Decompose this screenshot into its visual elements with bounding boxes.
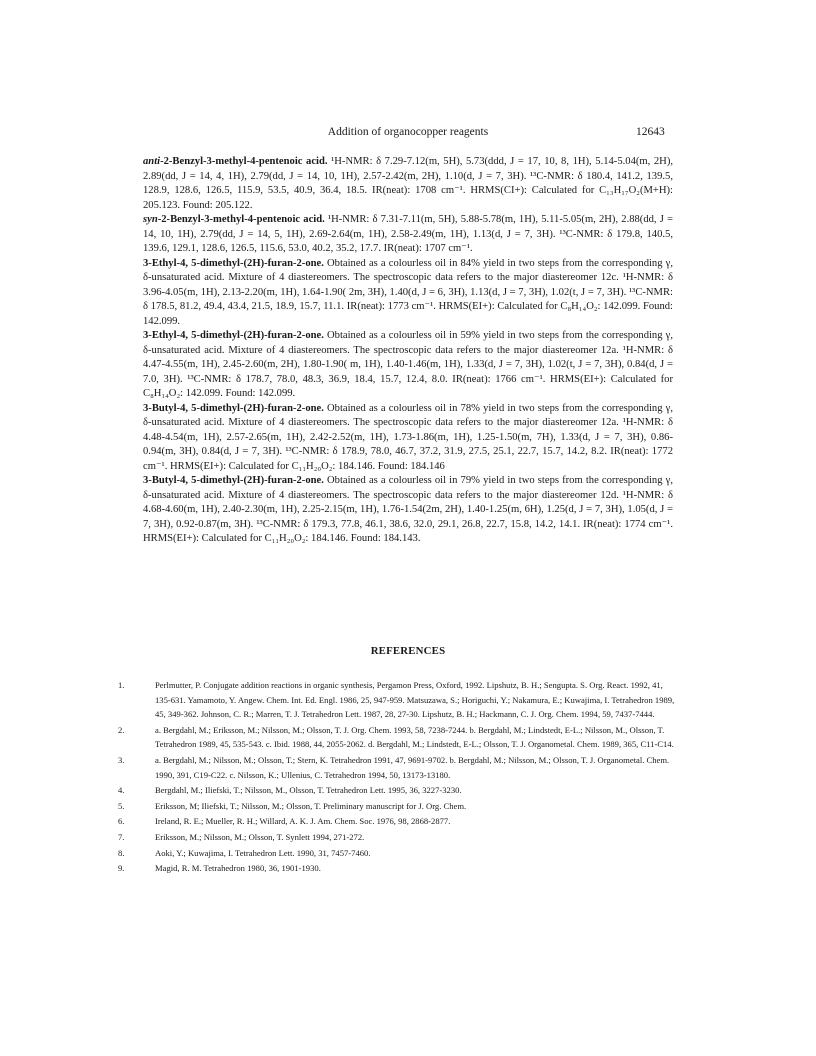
reference-text: Magid, R. M. Tetrahedron 1980, 36, 1901-1930.	[155, 863, 321, 874]
reference-text: Perlmutter, P. Conjugate addition reactions in organic synthesis, Pergamon Press, Oxford, 1992. Lipshutz, B. H.; Sengupta. S. Org. React. 1992, 41, 135-631. Yamamoto, Y. Angew. Chem. Int. Ed. Engl. 1986, 25, 947-959. Matsuzawa, S.; Horiguchi, Y.; Nakamura, E.; Kuwajima, I. Tetrahedron 1989, 45, 349-362. Johnson, C. R.; Marren, T. J. Tetrahedron Lett. 1987, 28, 27-30. Lipshutz, B. H.; Hackmann, C. J. Org. Chem. 1994, 59, 7437-7444.	[155, 680, 675, 720]
compound-data: Obtained as a colourless oil in 84% yield in two steps from the corresponding γ, δ-unsaturated acid. Mixture of 4 diastereomers. The spectroscopic data refers to the major diastereomer 12c. ¹H-NMR: δ 3.96-4.05(m, 1H), 2.13-2.20(m, 1H), 1.64-1.90( 2m, 3H), 1.40(d, J = 6, 3H), 1.13(d, J = 7, 3H), 1.02(t, J = 7, 3H). ¹³C-NMR: δ 178.5, 81.2, 49.4, 43.4, 21.5, 18.9, 15.7, 11.1. IR(neat): 1773 cm⁻¹. HRMS(EI+): Calculated for C₈H₁₄O₂: 142.099. Found: 142.099.	[143, 257, 673, 327]
reference-item	[118, 799, 678, 814]
compound-name: 3-Ethyl-4, 5-dimethyl-(2H)-furan-2-one.	[143, 257, 324, 269]
compound-name	[143, 156, 328, 167]
reference-number: 3.	[118, 754, 125, 765]
reference-number: 1.	[118, 680, 125, 690]
compound-data: Obtained as a colourless oil in 79% yield in two steps from the corresponding γ, δ-unsaturated acid. Mixture of 4 diastereomers. The spectroscopic data refers to the major diastereomer 12d. ¹H-NMR: δ 4.68-4.60(m, 1H), 2.40-2.30(m, 1H), 2.25-2.15(m, 1H), 1.76-1.54(2m, 2H), 1.40-1.25(m, 6H), 1.25(d, J = 7, 3H), 1.05(d, J = 7, 3H), 0.92-0.87(m, 3H). ¹³C-NMR: δ 179.3, 77.8, 46.1, 38.6, 32.0, 29.1, 26.8, 22.7, 15.8, 14.2, 14.1. IR(neat): 1774 cm⁻¹. HRMS(EI+): Calculated for C₁₁H₂₀O₂: 184.146. Found: 184.143.	[143, 475, 673, 544]
reference-number: 7.	[118, 831, 125, 842]
compound-entry	[143, 474, 673, 547]
reference-text: Eriksson, M.; Nilsson, M.; Olsson, T. Synlett 1994, 271-272.	[155, 831, 365, 842]
compound-entry	[143, 155, 673, 213]
compound-name: 3-Butyl-4, 5-dimethyl-(2H)-furan-2-one.	[143, 402, 324, 414]
stereo-prefix: syn	[143, 214, 158, 225]
reference-item	[118, 753, 678, 782]
reference-number: 6.	[118, 816, 125, 827]
reference-text: Eriksson, M; Iliefski, T.; Nilsson, M.; Olsson, T. Preliminary manuscript for J. Org. Chem.	[155, 800, 467, 811]
reference-item	[118, 846, 678, 861]
reference-text: a. Bergdahl, M.; Eriksson, M.; Nilsson, M.; Olsson, T. J. Org. Chem. 1993, 58, 7238-7244. b. Bergdahl, M.; Lindstedt, E-L.; Nilsson, M., Olsson, T. Tetrahedron 1989, 45, 535-543. c. Ibid. 1988, 44, 2055-2062. d. Bergdahl, M.; Lindstedt, E-L.; Olsson, T. J. Organometal. Chem. 1989, 365, C11-C14.	[155, 724, 674, 750]
compound-data: ¹H-NMR: δ 7.29-7.12(m, 5H), 5.73(ddd, J = 17, 10, 8, 1H), 5.14-5.04(m, 2H), 2.89(dd, J = 14, 4, 1H), 2.79(dd, J = 14, 10, 1H), 2.57-2.42(m, 2H), 1.10(d, J = 7, 3H). ¹³C-NMR: δ 180.4, 141.2, 139.5, 128.9, 128.6, 126.5, 115.9, 53.5, 40.9, 36.4, 18.5. IR(neat): 1708 cm⁻¹. HRMS(CI+): Calculated for C₁₃H₁₇O₂(M+H): 205.123. Found: 205.122.	[143, 156, 673, 211]
reference-item	[118, 814, 678, 829]
reference-item	[118, 678, 678, 722]
page-number: 12643	[636, 126, 665, 138]
experimental-section	[143, 155, 673, 547]
reference-number: 5.	[118, 800, 125, 811]
reference-text: Bergdahl, M.; Iliefski, T.; Nilsson, M., Olsson, T. Tetrahedron Lett. 1995, 36, 3227-3230.	[155, 785, 462, 796]
compound-name-text: -2-Benzyl-3-methyl-4-pentenoic acid.	[157, 214, 325, 225]
reference-item	[118, 783, 678, 798]
reference-number: 2.	[118, 724, 125, 735]
reference-number: 9.	[118, 863, 125, 874]
reference-text: Ireland, R. E.; Mueller, R. H.; Willard, A. K. J. Am. Chem. Soc. 1976, 98, 2868-2877.	[155, 816, 451, 827]
running-title: Addition of organocopper reagents	[327, 126, 489, 138]
compound-name: 3-Butyl-4, 5-dimethyl-(2H)-furan-2-one.	[143, 475, 324, 486]
compound-entry	[143, 402, 673, 475]
reference-number: 8.	[118, 847, 125, 858]
reference-item	[118, 723, 678, 752]
reference-item	[118, 830, 678, 845]
compound-data: Obtained as a colourless oil in 78% yield in two steps from the corresponding γ, δ-unsaturated acid. Mixture of 4 diastereomers. The spectroscopic data refers to the major diastereomer 12a. ¹H-NMR: δ 4.48-4.54(m, 1H), 2.57-2.65(m, 1H), 2.42-2.52(m, 1H), 1.73-1.86(m, 1H), 1.25-1.50(m, 7H), 1.33(d, J = 7, 3H), 0.86-0.94(m, 3H), 0.84(d, J = 7, 3H). ¹³C-NMR: δ 178.9, 78.0, 46.7, 37.2, 31.9, 27.5, 25.1, 22.7, 15.7, 14.2, 8.2. IR(neat): 1772 cm⁻¹. HRMS(EI+): Calculated for C₁₁H₂₀O₂: 184.146. Found: 184.146	[143, 402, 673, 472]
compound-entry	[143, 257, 673, 330]
reference-item	[118, 861, 678, 876]
reference-text: a. Bergdahl, M.; Nilsson, M.; Olsson, T.; Stern, K. Tetrahedron 1991, 47, 9691-9702. b. Bergdahl, M.; Nilsson, M.; Olsson, T. J. Organometal. Chem. 1990, 391, C19-C22. c. Nilsson, K.; Ullenius, C. Tetrahedron 1994, 50, 13173-13180.	[155, 754, 670, 780]
compound-name: 3-Ethyl-4, 5-dimethyl-(2H)-furan-2-one.	[143, 330, 324, 341]
reference-list	[118, 678, 678, 877]
compound-name	[143, 214, 325, 225]
compound-entry	[143, 213, 673, 257]
stereo-prefix: anti	[143, 156, 161, 167]
compound-data: Obtained as a colourless oil in 59% yield in two steps from the corresponding γ, δ-unsaturated acid. Mixture of 4 diastereomers. The spectroscopic data refers to the major diastereomer 12a. ¹H-NMR: δ 4.47-4.55(m, 1H), 2.45-2.60(m, 2H), 1.80-1.90( m, 1H), 1.40-1.46(m, 1H), 1.33(d, J = 7, 3H), 1.02(t, J = 7, 3H), 0.84(d, J = 7.0, 3H). ¹³C-NMR: δ 178.7, 78.0, 48.3, 36.9, 18.4, 15.7, 12.4, 8.0. IR(neat): 1766 cm⁻¹. HRMS(EI+): Calculated for C₈H₁₄O₂: 142.099. Found: 142.099.	[143, 330, 673, 399]
reference-number: 4.	[118, 785, 125, 796]
references-heading: REFERENCES	[370, 645, 446, 657]
compound-data: ¹H-NMR: δ 7.31-7.11(m, 5H), 5.88-5.78(m, 1H), 5.11-5.05(m, 2H), 2.88(dd, J = 14, 10, 1H), 2.79(dd, J = 14, 5, 1H), 2.69-2.64(m, 1H), 2.58-2.49(m, 1H), 1.13(d, J = 7, 3H). ¹³C-NMR: δ 179.8, 140.5, 139.6, 129.1, 128.6, 126.5, 115.6, 53.0, 40.2, 35.2, 17.7. IR(neat): 1707 cm⁻¹.	[143, 214, 673, 254]
compound-entry	[143, 329, 673, 402]
compound-name-text: -2-Benzyl-3-methyl-4-pentenoic acid.	[160, 156, 328, 167]
reference-text: Aoki, Y.; Kuwajima, I. Tetrahedron Lett. 1990, 31, 7457-7460.	[155, 847, 371, 858]
